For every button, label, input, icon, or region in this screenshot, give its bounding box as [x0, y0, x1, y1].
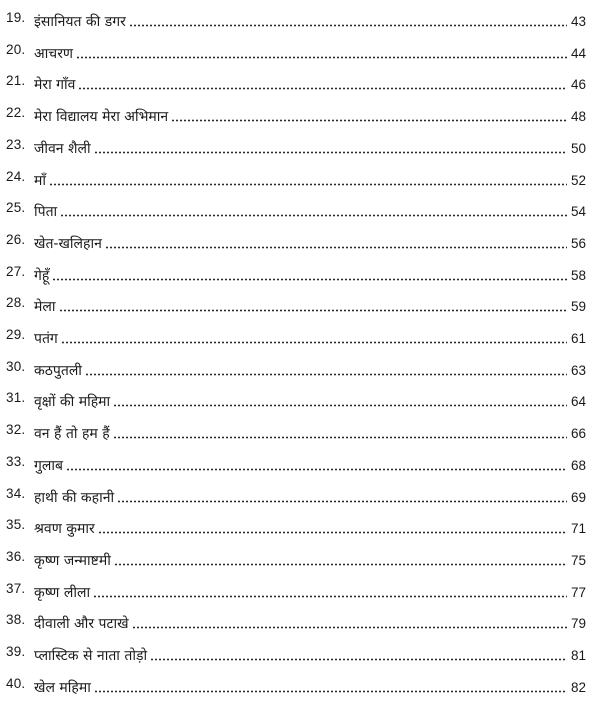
- entry-title[interactable]: कृष्ण लीला: [34, 584, 91, 601]
- entry-number: 26.: [6, 231, 26, 247]
- entry-page-number: 58: [570, 267, 586, 283]
- entry-number: 25.: [6, 200, 26, 216]
- entry-title[interactable]: आचरण: [34, 45, 74, 62]
- dot-leader: [94, 689, 567, 694]
- entry-title[interactable]: मेरा विद्यालय मेरा अभिमान: [34, 109, 169, 126]
- entry-title[interactable]: कृष्ण जन्माष्टमी: [34, 552, 111, 569]
- toc-entry-39[interactable]: [0, 642, 600, 672]
- entry-number: 24.: [6, 168, 26, 184]
- dot-leader: [78, 86, 567, 91]
- entry-title[interactable]: गेहूँ: [34, 267, 50, 284]
- entry-number: 20.: [6, 41, 26, 57]
- toc-entry-28[interactable]: [0, 293, 600, 323]
- entry-title[interactable]: पिता: [34, 204, 58, 221]
- entry-title[interactable]: श्रवण कुमार: [34, 521, 95, 538]
- entry-number: 34.: [6, 485, 26, 501]
- entry-page-number: 52: [570, 172, 586, 188]
- toc-entry-24[interactable]: [0, 167, 600, 197]
- dot-leader: [113, 435, 567, 440]
- toc-entry-33[interactable]: [0, 452, 600, 482]
- dot-leader: [114, 562, 567, 567]
- entry-number: 27.: [6, 263, 26, 279]
- entry-number: 36.: [6, 548, 26, 564]
- dot-leader: [105, 245, 567, 250]
- entry-page-number: 54: [570, 204, 586, 220]
- toc-entry-35[interactable]: [0, 515, 600, 545]
- entry-title[interactable]: हाथी की कहानी: [34, 489, 115, 506]
- entry-number: 21.: [6, 73, 26, 89]
- entry-number: 22.: [6, 105, 26, 121]
- dot-leader: [171, 118, 567, 123]
- toc-entry-27[interactable]: [0, 262, 600, 292]
- toc-entry-20[interactable]: [0, 40, 600, 70]
- entry-number: 33.: [6, 453, 26, 469]
- entry-number: 29.: [6, 327, 26, 342]
- entry-title[interactable]: जीवन शैली: [34, 140, 91, 157]
- entry-title[interactable]: प्लास्टिक से नाता तोड़ो: [34, 648, 148, 664]
- entry-title[interactable]: गुलाब: [34, 457, 63, 474]
- entry-title[interactable]: इंसानियत की डगर: [34, 14, 126, 30]
- entry-title[interactable]: मेला: [34, 299, 56, 316]
- entry-page-number: 75: [570, 552, 586, 568]
- entry-page-number: 50: [570, 140, 586, 156]
- dot-leader: [60, 213, 567, 218]
- entry-page-number: 59: [570, 299, 586, 315]
- entry-number: 32.: [6, 422, 26, 438]
- dot-leader: [98, 530, 567, 535]
- dot-leader: [59, 308, 567, 313]
- toc-entry-31[interactable]: [0, 388, 600, 418]
- entry-number: 28.: [6, 295, 26, 311]
- dot-leader: [61, 340, 567, 345]
- dot-leader: [76, 55, 567, 60]
- entry-page-number: 68: [570, 457, 586, 473]
- toc-entry-34[interactable]: [0, 484, 600, 514]
- entry-page-number: 61: [570, 331, 586, 346]
- dot-leader: [93, 594, 567, 599]
- entry-page-number: 43: [570, 14, 586, 29]
- entry-page-number: 63: [570, 362, 586, 378]
- entry-number: 23.: [6, 136, 26, 152]
- entry-page-number: 44: [570, 45, 586, 61]
- dot-leader: [129, 23, 567, 28]
- dot-leader: [66, 467, 567, 472]
- entry-title[interactable]: वृक्षों की महिमा: [34, 394, 111, 411]
- entry-page-number: 48: [570, 109, 586, 125]
- toc-entry-30[interactable]: [0, 357, 600, 387]
- entry-page-number: 69: [570, 489, 586, 505]
- entry-page-number: 77: [570, 584, 586, 600]
- dot-leader: [132, 625, 567, 630]
- toc-entry-23[interactable]: [0, 135, 600, 165]
- dot-leader: [49, 182, 567, 187]
- entry-title[interactable]: खेल महिमा: [34, 679, 91, 696]
- toc-entry-25[interactable]: [0, 198, 600, 228]
- entry-number: 31.: [6, 390, 26, 406]
- toc-entry-38[interactable]: [0, 610, 600, 640]
- toc-entry-21[interactable]: [0, 71, 600, 101]
- entry-page-number: 81: [570, 648, 586, 663]
- toc-entry-40[interactable]: [0, 674, 600, 704]
- dot-leader: [113, 403, 567, 408]
- entry-number: 38.: [6, 612, 26, 628]
- entry-page-number: 79: [570, 616, 586, 632]
- entry-page-number: 82: [570, 679, 586, 695]
- dot-leader: [94, 150, 567, 155]
- toc-entry-37[interactable]: [0, 579, 600, 609]
- dot-leader: [117, 499, 567, 504]
- entry-number: 37.: [6, 580, 26, 596]
- entry-page-number: 56: [570, 235, 586, 251]
- entry-page-number: 71: [570, 521, 586, 537]
- entry-number: 30.: [6, 358, 26, 374]
- entry-title[interactable]: खेत-खलिहान: [34, 235, 102, 252]
- dot-leader: [85, 372, 567, 377]
- toc-entry-29[interactable]: [0, 325, 600, 355]
- toc-entry-26[interactable]: [0, 230, 600, 260]
- entry-number: 39.: [6, 644, 26, 659]
- dot-leader: [150, 657, 567, 662]
- dot-leader: [52, 277, 567, 282]
- entry-title[interactable]: वन हैं तो हम हैं: [34, 426, 110, 443]
- entry-page-number: 64: [570, 394, 586, 410]
- toc-entry-22[interactable]: [0, 103, 600, 133]
- toc-entry-19[interactable]: [0, 8, 600, 38]
- entry-number: 40.: [6, 675, 26, 691]
- entry-page-number: 46: [570, 77, 586, 93]
- entry-title[interactable]: मेरा गाँव: [34, 77, 76, 94]
- toc-entry-36[interactable]: [0, 547, 600, 577]
- entry-title[interactable]: पतंग: [34, 331, 58, 347]
- entry-title[interactable]: कठपुतली: [34, 362, 82, 379]
- entry-number: 35.: [6, 517, 26, 533]
- entry-page-number: 66: [570, 426, 586, 442]
- entry-title[interactable]: दीवाली और पटाखे: [34, 616, 129, 633]
- entry-title[interactable]: माँ: [34, 172, 46, 189]
- entry-number: 19.: [6, 10, 26, 25]
- toc-entry-32[interactable]: [0, 420, 600, 450]
